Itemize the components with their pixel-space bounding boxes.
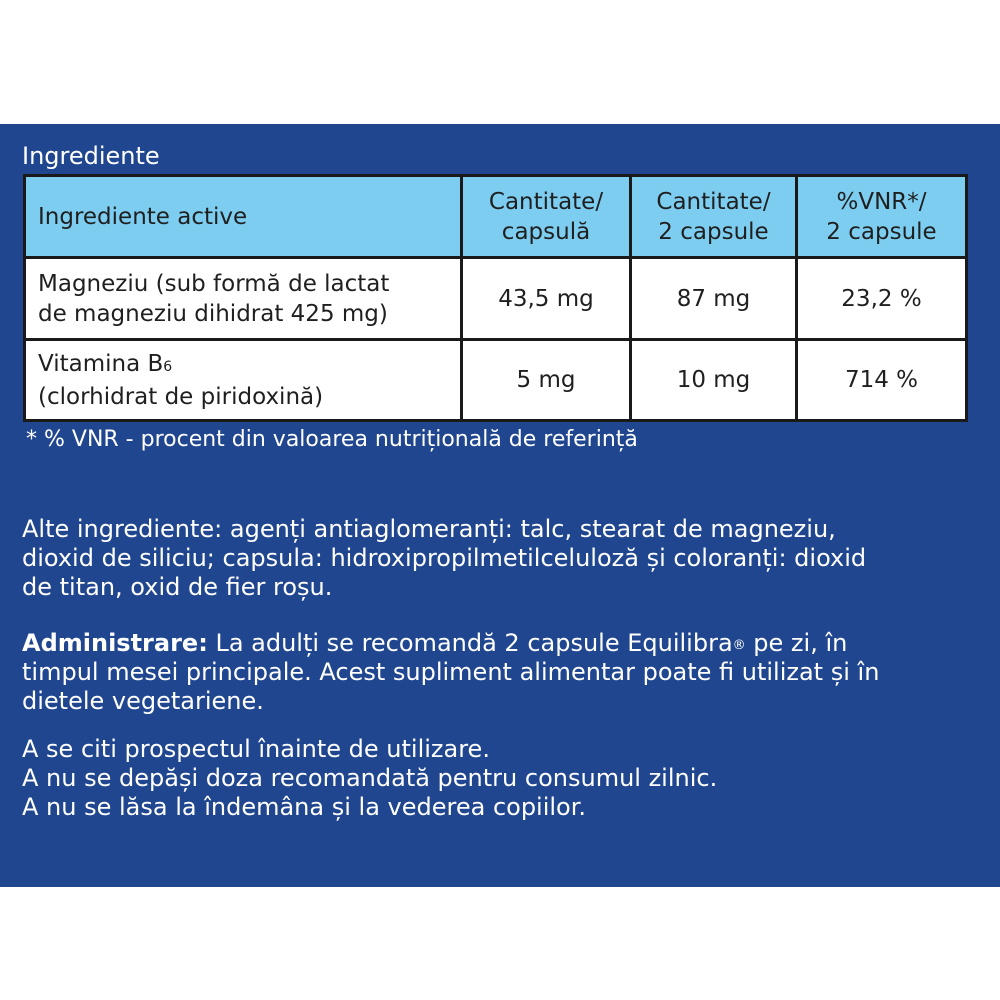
ingredients-table: [23, 174, 968, 422]
header-per-capsule: Cantitate/ capsulă: [462, 176, 631, 258]
table-header-row: [25, 176, 967, 258]
label-panel: [0, 124, 1000, 887]
header-vnr: %VNR*/ 2 capsule: [797, 176, 967, 258]
ingredient-name-magnesium: Magneziu (sub formă de lactat de magneziu dihidrat 425 mg): [25, 258, 462, 340]
table-row: [25, 258, 967, 340]
amount-per-capsule: 43,5 mg: [462, 258, 631, 340]
ingredient-name-vitamin-b6: Vitamina B6 (clorhidrat de piridoxină): [25, 340, 462, 421]
other-ingredients: Alte ingrediente: agenți antiaglomeranți: talc, stearat de magneziu, dioxid de siliciu; capsula: hidroxipropilmetilceluloză și coloranți: dioxid de titan, oxid de fier roșu.: [22, 515, 867, 601]
amount-per-2-capsules: 10 mg: [631, 340, 797, 421]
table-row: [25, 340, 967, 421]
section-title: Ingrediente: [22, 142, 160, 170]
vnr-value: 23,2 %: [797, 258, 967, 340]
registered-mark: ®: [732, 638, 746, 653]
administration-label: Administrare:: [22, 629, 208, 657]
warnings: A se citi prospectul înainte de utilizare. A nu se depăși doza recomandată pentru consumul zilnic. A nu se lăsa la îndemâna și la vederea copiilor.: [22, 735, 718, 821]
amount-per-capsule: 5 mg: [462, 340, 631, 421]
vnr-footnote: * % VNR - procent din valoarea nutrițională de referință: [26, 427, 638, 452]
administration: Administrare: La adulți se recomandă 2 capsule Equilibra® pe zi, în timpul mesei principale. Acest supliment alimentar poate fi utilizat și în dietele vegetariene.: [22, 629, 880, 715]
vnr-value: 714 %: [797, 340, 967, 421]
header-per-2-capsules: Cantitate/ 2 capsule: [631, 176, 797, 258]
header-active-ingredients: Ingrediente active: [25, 176, 462, 258]
amount-per-2-capsules: 87 mg: [631, 258, 797, 340]
